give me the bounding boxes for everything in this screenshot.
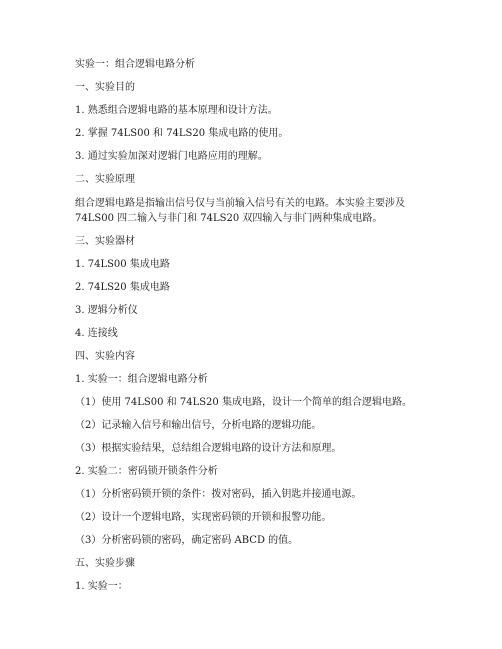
experiment-1-step: （1）使用 74LS00 和 74LS20 集成电路，设计一个简单的组合逻辑电路。 [75, 397, 412, 408]
document-title: 实验一：组合逻辑电路分析 [75, 59, 195, 70]
experiment-1-step: （3）根据实验结果，总结组合逻辑电路的设计方法和原理。 [75, 443, 342, 454]
equipment-item: 3. 逻辑分析仪 [75, 305, 138, 316]
purpose-item: 1. 熟悉组合逻辑电路的基本原理和设计方法。 [75, 105, 278, 116]
experiment-1-step: （2）记录输入信号和输出信号，分析电路的逻辑功能。 [75, 420, 322, 431]
document-page [75, 58, 415, 594]
equipment-item: 4. 连接线 [75, 328, 118, 339]
experiment-2-title: 2. 实验二：密码锁开锁条件分析 [75, 466, 218, 477]
experiment-2-step: （3）分析密码锁的密码，确定密码 ABCD 的值。 [75, 535, 299, 546]
steps-item: 1. 实验一： [75, 581, 128, 592]
section-heading-content: 四、实验内容 [75, 351, 135, 362]
equipment-item: 1. 74LS00 集成电路 [75, 259, 170, 270]
principle-paragraph-line: 组合逻辑电路是指输出信号仅与当前输入信号有关的电路。本实验主要涉及 [75, 198, 405, 209]
purpose-item: 2. 掌握 74LS00 和 74LS20 集成电路的使用。 [75, 128, 289, 139]
equipment-item: 2. 74LS20 集成电路 [75, 282, 170, 293]
section-heading-principle: 二、实验原理 [75, 174, 135, 185]
principle-paragraph-line: 74LS00 四二输入与非门和 74LS20 双四输入与非门两种集成电路。 [75, 213, 383, 224]
section-heading-equipment: 三、实验器材 [75, 236, 135, 247]
experiment-1-title: 1. 实验一：组合逻辑电路分析 [75, 374, 208, 385]
experiment-2-step: （2）设计一个逻辑电路，实现密码锁的开锁和报警功能。 [75, 512, 332, 523]
section-heading-steps: 五、实验步骤 [75, 558, 135, 569]
purpose-item: 3. 通过实验加深对逻辑门电路应用的理解。 [75, 151, 268, 162]
experiment-2-step: （1）分析密码锁开锁的条件：拨对密码，插入钥匙并接通电源。 [75, 489, 362, 500]
section-heading-purpose: 一、实验目的 [75, 82, 135, 93]
